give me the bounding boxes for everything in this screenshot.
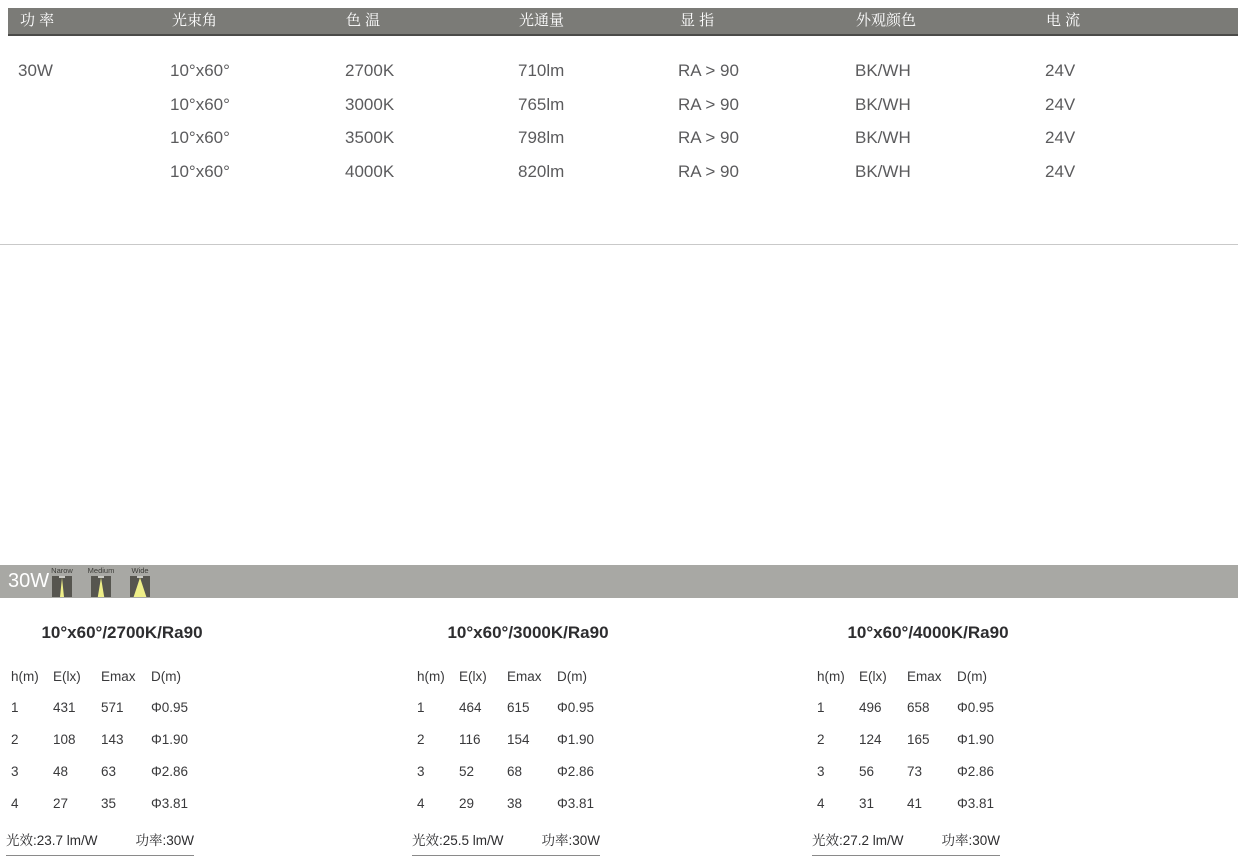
spec-cell-cri: RA > 90 <box>678 95 739 114</box>
spec-cell-cct: 4000K <box>345 162 395 181</box>
cell-emax: 41 <box>907 795 923 811</box>
cell-diameter: Φ3.81 <box>151 795 189 811</box>
photometric-table-4000k <box>812 613 1044 856</box>
table-row <box>412 723 644 755</box>
col-header-height: h(m) <box>417 668 445 684</box>
cell-diameter: Φ0.95 <box>151 699 189 715</box>
photometric-table-header <box>812 661 1044 691</box>
cell-elx: 56 <box>859 763 875 779</box>
table-row <box>412 691 644 723</box>
cell-height: 1 <box>417 699 425 715</box>
cell-emax: 73 <box>907 763 923 779</box>
col-header-diameter: D(m) <box>957 668 987 684</box>
photometric-table-2700k <box>6 613 238 856</box>
beam-option-wide <box>128 565 152 597</box>
medium-beam-icon <box>91 576 111 597</box>
spec-cell-flux: 710lm <box>518 61 565 80</box>
efficacy-value: 光效:27.2 lm/W <box>812 833 904 848</box>
spec-col-header-cri: 显 指 <box>680 12 715 29</box>
narrow-beam-icon <box>52 576 72 597</box>
cell-elx: 464 <box>459 699 482 715</box>
cell-emax: 571 <box>101 699 124 715</box>
spec-cell-finish: BK/WH <box>855 95 911 114</box>
spec-cell-current: 24V <box>1045 128 1076 147</box>
spec-col-header-beam-angle: 光束角 <box>172 12 218 29</box>
photometric-table-title: 10°x60°/2700K/Ra90 <box>41 623 203 642</box>
spec-cell-flux: 765lm <box>518 95 565 114</box>
table-row <box>412 787 644 819</box>
col-header-emax: Emax <box>101 668 136 684</box>
cell-elx: 52 <box>459 763 475 779</box>
col-header-emax: Emax <box>507 668 542 684</box>
spec-cell-flux: 820lm <box>518 162 565 181</box>
beam-selector-bar <box>0 565 1238 598</box>
col-header-elx: E(lx) <box>859 668 887 684</box>
table-row <box>812 723 1044 755</box>
spec-col-header-flux: 光通量 <box>519 12 565 29</box>
table-footer <box>412 829 600 856</box>
cell-diameter: Φ1.90 <box>151 731 189 747</box>
col-header-height: h(m) <box>817 668 845 684</box>
spec-cell-cri: RA > 90 <box>678 61 739 80</box>
photometric-table-title: 10°x60°/4000K/Ra90 <box>847 623 1009 642</box>
cell-height: 3 <box>417 763 425 779</box>
photometric-table-3000k <box>412 613 644 856</box>
cell-diameter: Φ1.90 <box>957 731 995 747</box>
cell-diameter: Φ0.95 <box>557 699 595 715</box>
spec-cell-finish: BK/WH <box>855 128 911 147</box>
col-header-elx: E(lx) <box>459 668 487 684</box>
cell-diameter: Φ1.90 <box>557 731 595 747</box>
cell-elx: 27 <box>53 795 69 811</box>
efficacy-value: 光效:23.7 lm/W <box>6 833 98 848</box>
cell-height: 3 <box>11 763 19 779</box>
cell-height: 2 <box>817 731 825 747</box>
cell-height: 1 <box>11 699 19 715</box>
spec-col-header-cct: 色 温 <box>346 12 381 29</box>
power-value: 功率:30W <box>941 833 1000 848</box>
cell-emax: 35 <box>101 795 117 811</box>
cell-emax: 658 <box>907 699 930 715</box>
cell-diameter: Φ3.81 <box>957 795 995 811</box>
cell-height: 2 <box>417 731 425 747</box>
spec-cell-current: 24V <box>1045 61 1076 80</box>
spec-cell-flux: 798lm <box>518 128 565 147</box>
cell-elx: 31 <box>859 795 875 811</box>
wide-beam-icon <box>130 576 150 597</box>
beam-options <box>50 565 152 597</box>
spec-cell-cri: RA > 90 <box>678 162 739 181</box>
cell-diameter: Φ2.86 <box>151 763 189 779</box>
spec-cell-beam: 10°x60° <box>170 61 230 80</box>
cell-emax: 615 <box>507 699 530 715</box>
beam-bar-power-label: 30W <box>8 570 50 592</box>
spec-table-row <box>0 121 1238 154</box>
cell-diameter: Φ0.95 <box>957 699 995 715</box>
col-header-diameter: D(m) <box>151 668 181 684</box>
table-row <box>6 723 238 755</box>
photometric-table-header <box>412 661 644 691</box>
spec-cell-cct: 3000K <box>345 95 395 114</box>
spec-cell-power: 30W <box>18 61 53 80</box>
spec-cell-beam: 10°x60° <box>170 95 230 114</box>
spec-table-header-bar <box>8 8 1238 36</box>
beam-option-label: Medium <box>87 566 115 575</box>
cell-elx: 124 <box>859 731 882 747</box>
cell-emax: 63 <box>101 763 117 779</box>
spec-cell-cri: RA > 90 <box>678 128 739 147</box>
spec-cell-finish: BK/WH <box>855 61 911 80</box>
cell-elx: 108 <box>53 731 76 747</box>
cell-emax: 154 <box>507 731 530 747</box>
section-divider <box>0 244 1238 245</box>
cell-height: 2 <box>11 731 19 747</box>
table-row <box>6 691 238 723</box>
cell-elx: 431 <box>53 699 76 715</box>
table-row <box>6 787 238 819</box>
cell-elx: 29 <box>459 795 475 811</box>
beam-option-label: Narow <box>51 566 73 575</box>
table-row <box>6 755 238 787</box>
cell-emax: 165 <box>907 731 930 747</box>
cell-elx: 48 <box>53 763 69 779</box>
spec-table-row <box>0 54 1238 87</box>
photometric-table-title: 10°x60°/3000K/Ra90 <box>447 623 609 642</box>
photometric-table-header <box>6 661 238 691</box>
spec-col-header-finish: 外观颜色 <box>856 12 917 29</box>
spec-cell-beam: 10°x60° <box>170 162 230 181</box>
table-row <box>812 691 1044 723</box>
spec-cell-cct: 3500K <box>345 128 395 147</box>
cell-elx: 116 <box>459 731 481 747</box>
col-header-height: h(m) <box>11 668 39 684</box>
table-row <box>412 755 644 787</box>
table-row <box>812 787 1044 819</box>
cell-height: 4 <box>817 795 825 811</box>
spec-cell-beam: 10°x60° <box>170 128 230 147</box>
cell-diameter: Φ2.86 <box>557 763 595 779</box>
spec-table-row <box>0 155 1238 188</box>
efficacy-value: 光效:25.5 lm/W <box>412 833 504 848</box>
cell-height: 4 <box>417 795 425 811</box>
col-header-emax: Emax <box>907 668 942 684</box>
table-row <box>812 755 1044 787</box>
spec-cell-current: 24V <box>1045 95 1076 114</box>
cell-height: 1 <box>817 699 825 715</box>
cell-emax: 38 <box>507 795 523 811</box>
power-value: 功率:30W <box>541 833 600 848</box>
cell-height: 4 <box>11 795 19 811</box>
spec-cell-current: 24V <box>1045 162 1076 181</box>
table-footer <box>812 829 1000 856</box>
beam-option-label: Wide <box>131 566 149 575</box>
cell-emax: 68 <box>507 763 523 779</box>
spec-cell-finish: BK/WH <box>855 162 911 181</box>
spec-col-header-power: 功 率 <box>20 12 55 29</box>
spec-col-header-current: 电 流 <box>1046 12 1081 29</box>
col-header-diameter: D(m) <box>557 668 587 684</box>
table-footer <box>6 829 194 856</box>
spec-cell-cct: 2700K <box>345 61 395 80</box>
spec-table-row <box>0 88 1238 121</box>
cell-diameter: Φ2.86 <box>957 763 995 779</box>
cell-diameter: Φ3.81 <box>557 795 595 811</box>
col-header-elx: E(lx) <box>53 668 81 684</box>
beam-option-narrow <box>50 565 74 597</box>
cell-emax: 143 <box>101 731 124 747</box>
cell-height: 3 <box>817 763 825 779</box>
beam-option-medium <box>89 565 113 597</box>
cell-elx: 496 <box>859 699 882 715</box>
power-value: 功率:30W <box>135 833 194 848</box>
